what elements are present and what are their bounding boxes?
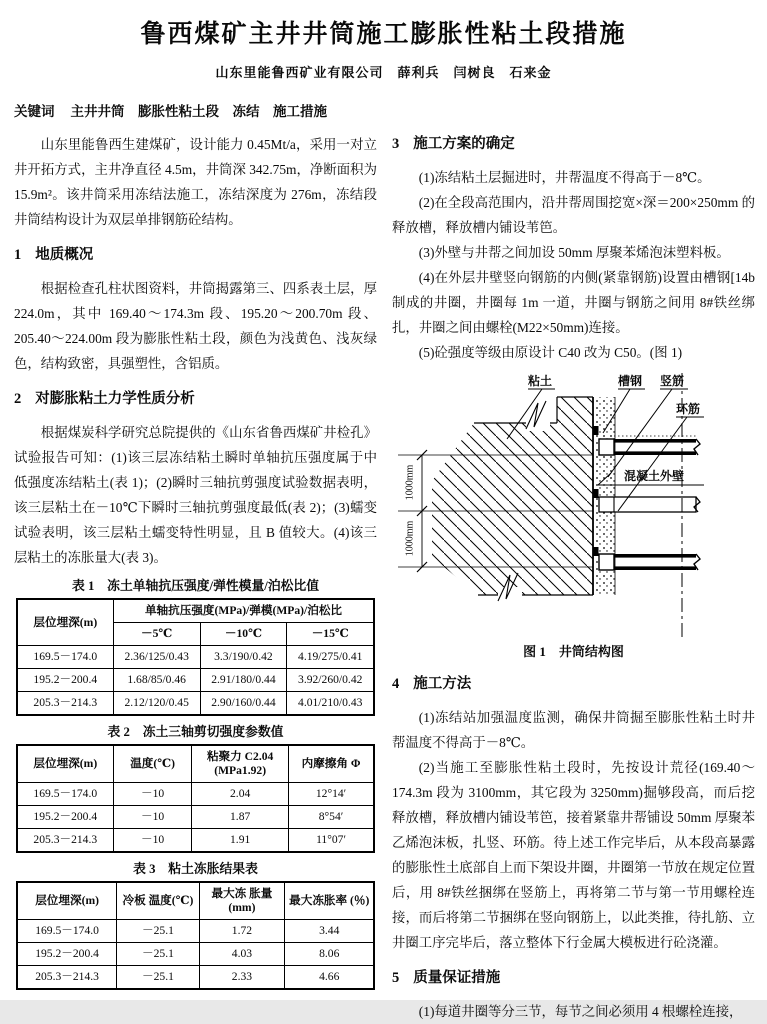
table-cell: －25.1 (117, 966, 199, 990)
section-2-paragraph: 根据煤炭科学研究总院提供的《山东省鲁西煤矿井检孔》试验报告可知：(1)该三层冻结粘土瞬时单轴抗压强度属于中低强度冻结粘土(表 1)；(2)瞬时三轴抗剪强度试验数据表明，该三层粘土在－10℃下瞬时三轴抗剪强度最低(表 2)；(3)蠕变试验表明，该三层粘土蠕变特性明显，且 B 值较大。(4)该三层粘土的冻胀量大(表 3)。 (14, 425, 377, 565)
figure-dimension-bottom: 1000mm (404, 520, 416, 557)
keywords-line (14, 100, 754, 120)
section-4-heading (392, 674, 755, 694)
table-row (17, 806, 374, 829)
figure-1-caption: 图 1 井筒结构图 (523, 644, 624, 659)
table-cell: 205.3－214.3 (17, 692, 113, 716)
section-1-paragraph: 根据检查孔柱状图资料，井筒揭露第三、四系表土层，厚 224.0m，其中 169.40～174.3m 段、195.20～200.70m 段、205.40～224.00m 段为膨胀性粘土段，颜色为浅黄色、浅灰绿色，结构致密，具强塑性，含铝质。 (14, 281, 377, 371)
table-1-col0-header: 层位埋深(m) (17, 599, 113, 646)
section-3-item: (2)在全段高范围内，沿井帮周围挖宽×深＝200×250mm 的释放槽，释放槽内铺设苇笆。 (392, 195, 755, 235)
table-row (17, 646, 374, 669)
section-1-heading (14, 245, 377, 265)
table-3 (16, 881, 375, 990)
section-3-item: (3)外壁与井帮之间加设 50mm 厚聚苯烯泡沫塑料板。 (418, 245, 730, 260)
table-cell: 205.3－214.3 (17, 829, 113, 853)
table-row (17, 943, 374, 966)
section-4-title: 施工方法 (413, 676, 472, 692)
table-3-header: 最大冻 胀量(mm) (199, 882, 285, 920)
table-row (17, 599, 374, 623)
table-cell: 2.12/120/0.45 (113, 692, 200, 716)
table-3-header: 最大冻胀率 (％) (285, 882, 374, 920)
table-1-subheader: －15℃ (287, 623, 374, 646)
table-cell: －10 (113, 806, 192, 829)
table-row (17, 882, 374, 920)
table-row (17, 783, 374, 806)
figure-label-vertical-rebar: 竖筋 (660, 374, 685, 388)
table-cell: 1.91 (192, 829, 288, 853)
table-2-header: 粘聚力 C2.04 (MPa1.92) (192, 745, 288, 783)
table-cell: 195.2－200.4 (17, 806, 113, 829)
figure-1 (392, 371, 755, 661)
paper-title: 鲁西煤矿主井井筒施工膨胀性粘土段措施 (140, 21, 627, 48)
table-cell: －25.1 (117, 943, 199, 966)
table-cell: 169.5－174.0 (17, 646, 113, 669)
table-cell: 195.2－200.4 (17, 669, 113, 692)
table-cell: 3.92/260/0.42 (287, 669, 374, 692)
table-cell: 11°07′ (288, 829, 374, 853)
section-2-heading (14, 389, 377, 409)
section-3-item: (5)砼强度等级由原设计 C40 改为 C50。(图 1) (418, 345, 683, 360)
table-2-header: 内摩擦角 Φ (288, 745, 374, 783)
right-column (392, 132, 755, 1024)
left-column (14, 132, 377, 990)
table-cell: －10 (113, 783, 192, 806)
intro-paragraph: 山东里能鲁西生建煤矿，设计能力 0.45Mt/a，采用一对立井开拓方式，主井净直径 4.5m，井筒深 342.75m，净断面积为 15.9m²。该井筒采用冻结法施工，冻结深度为 276m，冻结段井筒结构设计为双层单排钢筋砼结构。 (14, 137, 377, 227)
table-cell: 4.66 (285, 966, 374, 990)
table-cell: 8.06 (285, 943, 374, 966)
section-5-item: (1)每道井圈等分三节，每节之间必须用 4 根螺栓连接， (418, 1004, 743, 1019)
table-3-caption: 表 3 粘土冻胀结果表 (133, 862, 258, 876)
figure-label-concrete-outer-wall: 混凝土外壁 (624, 469, 685, 483)
section-3-number: 3 (392, 136, 400, 152)
table-cell: 2.04 (192, 783, 288, 806)
table-cell: 3.3/190/0.42 (200, 646, 287, 669)
section-5-heading (392, 968, 755, 988)
table-row (17, 829, 374, 853)
table-cell: 2.33 (199, 966, 285, 990)
table-cell: 1.68/85/0.46 (113, 669, 200, 692)
figure-label-clay: 粘土 (528, 374, 553, 388)
table-cell: 1.87 (192, 806, 288, 829)
table-cell: 3.44 (285, 920, 374, 943)
table-1-subheader: －10℃ (200, 623, 287, 646)
section-1-title: 地质概况 (35, 247, 94, 263)
table-cell: 169.5－174.0 (17, 783, 113, 806)
section-3-title: 施工方案的确定 (413, 136, 515, 152)
table-cell: 12°14′ (288, 783, 374, 806)
section-5-number: 5 (392, 970, 400, 986)
table-row (17, 920, 374, 943)
figure-label-ring-rebar: 环筋 (676, 402, 701, 416)
section-3-item: (4)在外层井壁竖向钢筋的内侧(紧靠钢筋)设置由槽钢[14b 制成的井圈，井圈每 1m 一道，井圈与钢筋之间用 8#铁丝绑扎，井圈之间由螺栓(M22×50mm)连接。 (392, 270, 755, 335)
table-row (17, 966, 374, 990)
table-2-header: 温度(℃) (113, 745, 192, 783)
table-cell: 8°54′ (288, 806, 374, 829)
keywords-label: 关键词 (14, 104, 55, 119)
section-1-number: 1 (14, 247, 22, 263)
table-cell: 2.90/160/0.44 (200, 692, 287, 716)
section-4-item: (1)冻结站加强温度监测，确保井筒掘至膨胀性粘土时井帮温度不得高于－8℃。 (392, 710, 755, 750)
figure-label-channel-steel: 槽钢 (618, 374, 643, 388)
table-cell: 2.91/180/0.44 (200, 669, 287, 692)
section-3-item: (1)冻结粘土层掘进时，井帮温度不得高于－8℃。 (418, 170, 711, 185)
table-cell: 2.36/125/0.43 (113, 646, 200, 669)
table-row (17, 692, 374, 716)
table-cell: 4.01/210/0.43 (287, 692, 374, 716)
table-cell: －25.1 (117, 920, 199, 943)
table-cell: 4.03 (199, 943, 285, 966)
table-2-caption: 表 2 冻土三轴剪切强度参数值 (107, 725, 284, 739)
figure-1-drawing (392, 371, 752, 639)
table-cell: 169.5－174.0 (17, 920, 117, 943)
table-row (17, 745, 374, 783)
section-4-item: (2)当施工至膨胀性粘土段时，先按设计荒径(169.40～174.3m 段为 3100mm，其它段为 3250mm)掘够段高，而后挖释放槽，释放槽内铺设苇笆，接着紧靠井帮铺设 50mm 厚聚苯乙烯泡沫板，扎竖、环筋。待上述工作完毕后，从本段高暴露的膨胀性土底部自上而下架设井圈，井圈第一节放在规定位置后，用 8#铁丝捆绑在竖筋上，再将第二节与第一节用螺栓连接，而后将第二节捆绑在竖向钢筋上，以此类推，待扎筋、立井圈工序完毕后，落立整体下行金属大模板进行砼浇灌。 (392, 760, 755, 950)
table-1 (16, 598, 375, 716)
table-cell: 1.72 (199, 920, 285, 943)
table-cell: 4.19/275/0.41 (287, 646, 374, 669)
keywords-list: 主井井筒 膨胀性粘土段 冻结 施工措施 (70, 104, 327, 119)
table-2-header: 层位埋深(m) (17, 745, 113, 783)
section-2-number: 2 (14, 391, 22, 407)
section-5-title: 质量保证措施 (413, 970, 501, 986)
table-cell: 205.3－214.3 (17, 966, 117, 990)
table-row (17, 669, 374, 692)
table-3-header: 层位埋深(m) (17, 882, 117, 920)
section-3-heading (392, 134, 755, 154)
table-cell: 195.2－200.4 (17, 943, 117, 966)
section-4-number: 4 (392, 676, 400, 692)
table-cell: －10 (113, 829, 192, 853)
table-1-subheader: －5℃ (113, 623, 200, 646)
table-1-caption: 表 1 冻土单轴抗压强度/弹性模量/泊松比值 (71, 579, 320, 593)
section-2-title: 对膨胀粘土力学性质分析 (35, 391, 195, 407)
table-3-header: 冷板 温度(℃) (117, 882, 199, 920)
table-2 (16, 744, 375, 853)
paper-authors: 山东里能鲁西矿业有限公司 薛利兵 闫树良 石来金 (215, 65, 552, 80)
table-1-group-header: 单轴抗压强度(MPa)/弹模(MPa)/泊松比 (113, 599, 374, 623)
figure-dimension-top: 1000mm (404, 464, 416, 501)
